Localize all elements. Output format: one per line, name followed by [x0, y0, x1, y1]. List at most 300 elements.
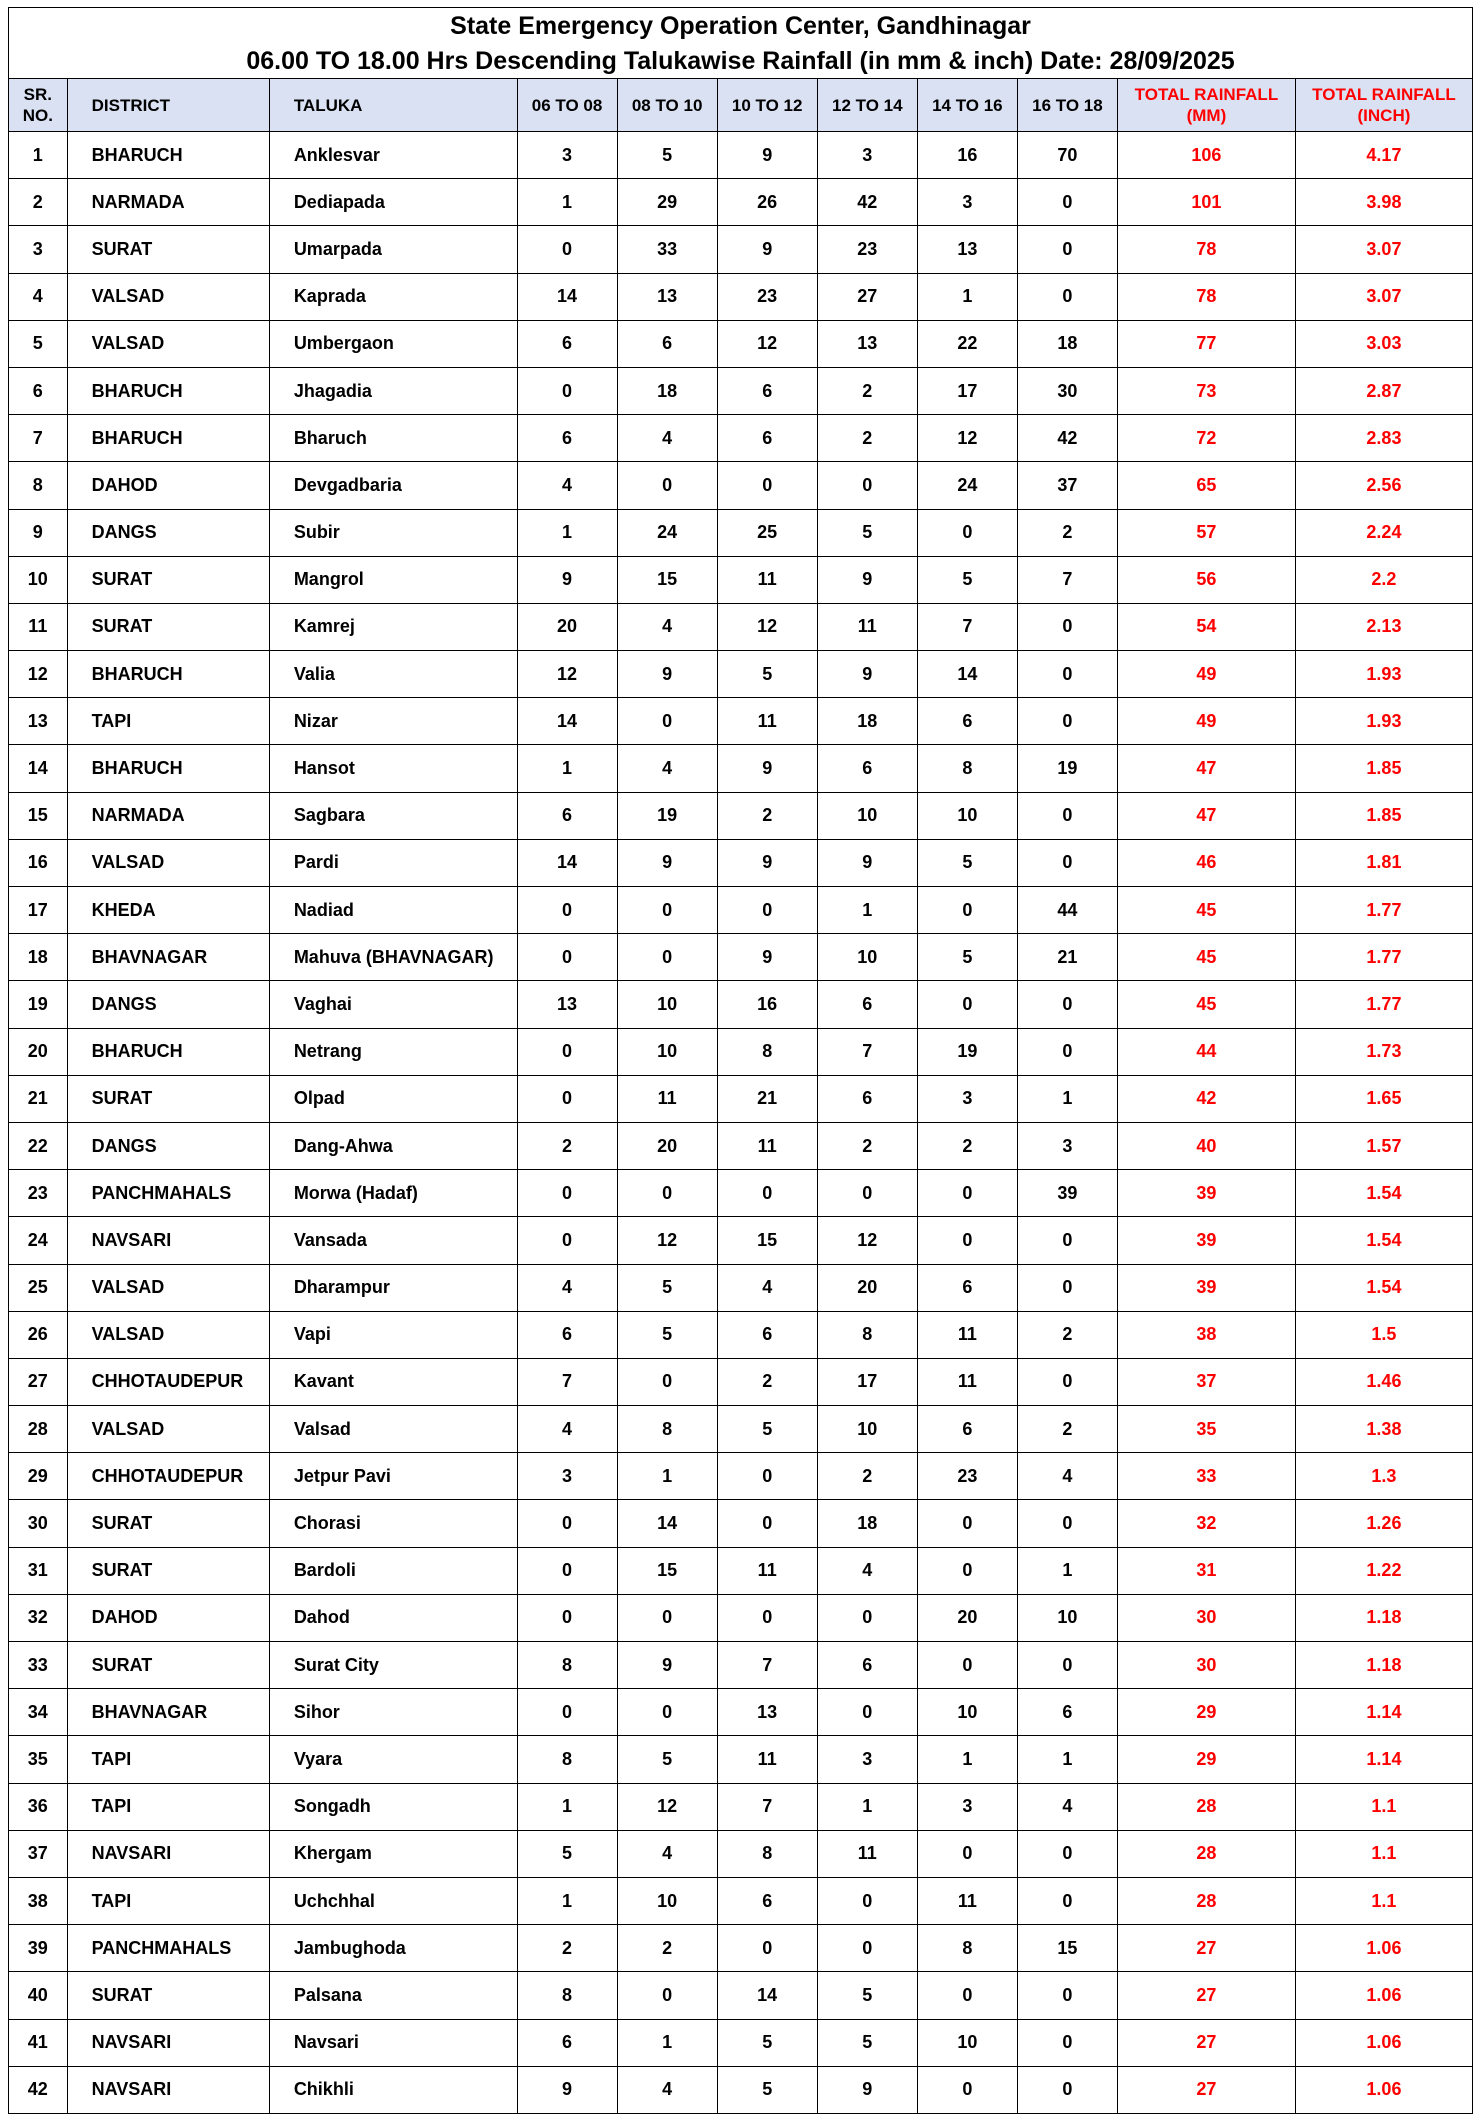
rain-08-10-cell: 0 [617, 1358, 717, 1405]
rain-14-16-cell: 0 [917, 1642, 1017, 1689]
sr-no-cell: 6 [9, 367, 68, 414]
rain-16-18-cell: 18 [1017, 320, 1117, 367]
rain-06-08-cell: 0 [517, 1689, 617, 1736]
total-mm-cell: 29 [1117, 1736, 1295, 1783]
total-mm-cell: 35 [1117, 1406, 1295, 1453]
total-inch-cell: 1.22 [1295, 1547, 1472, 1594]
district-cell: NAVSARI [67, 1217, 269, 1264]
table-row [9, 839, 1473, 886]
total-inch-cell: 1.1 [1295, 1783, 1472, 1830]
sr-no-cell: 29 [9, 1453, 68, 1500]
rain-06-08-cell: 1 [517, 179, 617, 226]
rain-08-10-cell: 0 [617, 1170, 717, 1217]
rain-10-12-cell: 6 [717, 1311, 817, 1358]
total-inch-cell: 3.03 [1295, 320, 1472, 367]
rain-10-12-cell: 9 [717, 839, 817, 886]
rain-10-12-cell: 25 [717, 509, 817, 556]
district-cell: CHHOTAUDEPUR [67, 1358, 269, 1405]
rain-12-14-cell: 27 [817, 273, 917, 320]
table-row [9, 1406, 1473, 1453]
district-cell: PANCHMAHALS [67, 1925, 269, 1972]
rain-16-18-cell: 0 [1017, 1500, 1117, 1547]
district-cell: SURAT [67, 556, 269, 603]
col-header-total-inch: TOTAL RAINFALL (INCH) [1295, 79, 1472, 132]
rain-08-10-cell: 9 [617, 1642, 717, 1689]
total-mm-cell: 37 [1117, 1358, 1295, 1405]
rain-10-12-cell: 12 [717, 603, 817, 650]
rain-06-08-cell: 14 [517, 698, 617, 745]
rain-16-18-cell: 1 [1017, 1736, 1117, 1783]
total-inch-cell: 1.06 [1295, 1972, 1472, 2019]
rain-10-12-cell: 21 [717, 1075, 817, 1122]
rain-10-12-cell: 5 [717, 1406, 817, 1453]
total-mm-cell: 49 [1117, 651, 1295, 698]
taluka-cell: Khergam [269, 1830, 517, 1877]
rain-06-08-cell: 2 [517, 1925, 617, 1972]
rain-08-10-cell: 0 [617, 934, 717, 981]
rain-10-12-cell: 11 [717, 698, 817, 745]
rain-10-12-cell: 14 [717, 1972, 817, 2019]
rain-14-16-cell: 6 [917, 1264, 1017, 1311]
table-row [9, 1122, 1473, 1169]
rain-16-18-cell: 30 [1017, 367, 1117, 414]
rain-16-18-cell: 0 [1017, 2019, 1117, 2066]
total-mm-cell: 57 [1117, 509, 1295, 556]
total-mm-cell: 45 [1117, 934, 1295, 981]
rain-10-12-cell: 2 [717, 1358, 817, 1405]
district-cell: NARMADA [67, 792, 269, 839]
rain-16-18-cell: 0 [1017, 1972, 1117, 2019]
sr-no-cell: 28 [9, 1406, 68, 1453]
sr-no-cell: 40 [9, 1972, 68, 2019]
district-cell: DAHOD [67, 462, 269, 509]
rainfall-report-sheet [8, 7, 1473, 2114]
sr-no-cell: 13 [9, 698, 68, 745]
rain-10-12-cell: 0 [717, 462, 817, 509]
rain-14-16-cell: 5 [917, 556, 1017, 603]
total-mm-cell: 47 [1117, 792, 1295, 839]
total-mm-cell: 78 [1117, 226, 1295, 273]
district-cell: DANGS [67, 509, 269, 556]
total-inch-cell: 2.83 [1295, 415, 1472, 462]
rain-08-10-cell: 4 [617, 603, 717, 650]
total-inch-cell: 1.1 [1295, 1830, 1472, 1877]
rain-14-16-cell: 8 [917, 1925, 1017, 1972]
table-row [9, 556, 1473, 603]
taluka-cell: Vaghai [269, 981, 517, 1028]
district-cell: NAVSARI [67, 2066, 269, 2113]
rain-08-10-cell: 11 [617, 1075, 717, 1122]
taluka-cell: Devgadbaria [269, 462, 517, 509]
rain-12-14-cell: 2 [817, 1122, 917, 1169]
table-row [9, 1547, 1473, 1594]
district-cell: BHARUCH [67, 367, 269, 414]
rain-12-14-cell: 10 [817, 792, 917, 839]
total-inch-cell: 1.85 [1295, 792, 1472, 839]
total-mm-cell: 32 [1117, 1500, 1295, 1547]
rain-08-10-cell: 9 [617, 651, 717, 698]
rain-16-18-cell: 70 [1017, 132, 1117, 179]
rain-16-18-cell: 0 [1017, 698, 1117, 745]
rain-14-16-cell: 24 [917, 462, 1017, 509]
total-mm-cell: 45 [1117, 887, 1295, 934]
taluka-cell: Valsad [269, 1406, 517, 1453]
table-row [9, 1783, 1473, 1830]
total-inch-cell: 1.18 [1295, 1642, 1472, 1689]
sr-no-cell: 3 [9, 226, 68, 273]
table-row [9, 1877, 1473, 1924]
table-row [9, 934, 1473, 981]
total-mm-cell: 39 [1117, 1170, 1295, 1217]
taluka-cell: Anklesvar [269, 132, 517, 179]
rain-08-10-cell: 1 [617, 1453, 717, 1500]
district-cell: SURAT [67, 603, 269, 650]
sr-no-cell: 25 [9, 1264, 68, 1311]
taluka-cell: Valia [269, 651, 517, 698]
rain-16-18-cell: 21 [1017, 934, 1117, 981]
rain-06-08-cell: 9 [517, 2066, 617, 2113]
total-inch-cell: 1.26 [1295, 1500, 1472, 1547]
rain-10-12-cell: 11 [717, 1736, 817, 1783]
rain-16-18-cell: 44 [1017, 887, 1117, 934]
rain-14-16-cell: 14 [917, 651, 1017, 698]
rain-14-16-cell: 10 [917, 2019, 1017, 2066]
rain-10-12-cell: 0 [717, 1925, 817, 1972]
taluka-cell: Kavant [269, 1358, 517, 1405]
rain-16-18-cell: 0 [1017, 2066, 1117, 2113]
rain-12-14-cell: 10 [817, 934, 917, 981]
rain-12-14-cell: 5 [817, 2019, 917, 2066]
sr-no-cell: 31 [9, 1547, 68, 1594]
taluka-cell: Bharuch [269, 415, 517, 462]
rain-10-12-cell: 12 [717, 320, 817, 367]
total-mm-cell: 27 [1117, 1972, 1295, 2019]
district-cell: DANGS [67, 1122, 269, 1169]
rain-08-10-cell: 1 [617, 2019, 717, 2066]
taluka-cell: Bardoli [269, 1547, 517, 1594]
rainfall-table [8, 7, 1473, 2114]
rain-16-18-cell: 3 [1017, 1122, 1117, 1169]
total-inch-cell: 1.06 [1295, 1925, 1472, 1972]
rain-06-08-cell: 5 [517, 1830, 617, 1877]
district-cell: SURAT [67, 1075, 269, 1122]
rain-16-18-cell: 0 [1017, 1264, 1117, 1311]
rain-10-12-cell: 2 [717, 792, 817, 839]
rain-08-10-cell: 33 [617, 226, 717, 273]
sr-no-cell: 14 [9, 745, 68, 792]
total-mm-cell: 39 [1117, 1217, 1295, 1264]
table-row [9, 1170, 1473, 1217]
sr-no-cell: 35 [9, 1736, 68, 1783]
taluka-cell: Jetpur Pavi [269, 1453, 517, 1500]
taluka-cell: Umbergaon [269, 320, 517, 367]
rain-08-10-cell: 24 [617, 509, 717, 556]
rain-14-16-cell: 0 [917, 887, 1017, 934]
total-inch-cell: 1.93 [1295, 698, 1472, 745]
rain-06-08-cell: 6 [517, 792, 617, 839]
rain-08-10-cell: 5 [617, 1264, 717, 1311]
district-cell: NAVSARI [67, 1830, 269, 1877]
total-mm-cell: 30 [1117, 1642, 1295, 1689]
sr-no-cell: 15 [9, 792, 68, 839]
rain-06-08-cell: 0 [517, 1217, 617, 1264]
rain-06-08-cell: 9 [517, 556, 617, 603]
sr-no-cell: 30 [9, 1500, 68, 1547]
rain-10-12-cell: 6 [717, 367, 817, 414]
sr-no-cell: 37 [9, 1830, 68, 1877]
rain-08-10-cell: 12 [617, 1217, 717, 1264]
table-row [9, 1689, 1473, 1736]
total-inch-cell: 1.77 [1295, 934, 1472, 981]
rain-14-16-cell: 0 [917, 1217, 1017, 1264]
total-inch-cell: 1.14 [1295, 1689, 1472, 1736]
rain-16-18-cell: 0 [1017, 1358, 1117, 1405]
rain-10-12-cell: 4 [717, 1264, 817, 1311]
table-row [9, 132, 1473, 179]
col-header-taluka: TALUKA [269, 79, 517, 132]
rain-08-10-cell: 12 [617, 1783, 717, 1830]
district-cell: VALSAD [67, 1311, 269, 1358]
rain-08-10-cell: 15 [617, 1547, 717, 1594]
total-inch-cell: 1.06 [1295, 2066, 1472, 2113]
rain-14-16-cell: 7 [917, 603, 1017, 650]
total-mm-cell: 101 [1117, 179, 1295, 226]
total-inch-cell: 2.56 [1295, 462, 1472, 509]
rain-12-14-cell: 4 [817, 1547, 917, 1594]
rain-06-08-cell: 0 [517, 887, 617, 934]
table-row [9, 981, 1473, 1028]
sr-no-cell: 42 [9, 2066, 68, 2113]
rain-16-18-cell: 0 [1017, 839, 1117, 886]
rain-08-10-cell: 4 [617, 745, 717, 792]
total-mm-cell: 73 [1117, 367, 1295, 414]
rain-06-08-cell: 4 [517, 1264, 617, 1311]
rain-12-14-cell: 20 [817, 1264, 917, 1311]
sr-no-cell: 21 [9, 1075, 68, 1122]
table-row [9, 792, 1473, 839]
rain-12-14-cell: 18 [817, 1500, 917, 1547]
taluka-cell: Pardi [269, 839, 517, 886]
rain-06-08-cell: 6 [517, 1311, 617, 1358]
sr-no-cell: 32 [9, 1594, 68, 1641]
rain-12-14-cell: 0 [817, 462, 917, 509]
sr-no-cell: 8 [9, 462, 68, 509]
rain-08-10-cell: 19 [617, 792, 717, 839]
table-row [9, 320, 1473, 367]
taluka-cell: Mangrol [269, 556, 517, 603]
district-cell: BHAVNAGAR [67, 934, 269, 981]
total-mm-cell: 78 [1117, 273, 1295, 320]
col-header-10-to-12: 10 TO 12 [717, 79, 817, 132]
rain-14-16-cell: 6 [917, 698, 1017, 745]
rain-10-12-cell: 7 [717, 1642, 817, 1689]
rain-08-10-cell: 18 [617, 367, 717, 414]
rain-14-16-cell: 11 [917, 1311, 1017, 1358]
rain-16-18-cell: 19 [1017, 745, 1117, 792]
rain-12-14-cell: 11 [817, 1830, 917, 1877]
district-cell: VALSAD [67, 839, 269, 886]
rain-12-14-cell: 9 [817, 2066, 917, 2113]
rain-10-12-cell: 0 [717, 1594, 817, 1641]
taluka-cell: Nizar [269, 698, 517, 745]
rain-08-10-cell: 29 [617, 179, 717, 226]
sr-no-cell: 4 [9, 273, 68, 320]
rain-14-16-cell: 2 [917, 1122, 1017, 1169]
district-cell: DAHOD [67, 1594, 269, 1641]
report-title: State Emergency Operation Center, Gandhinagar [9, 8, 1473, 45]
rain-10-12-cell: 5 [717, 2066, 817, 2113]
rain-16-18-cell: 42 [1017, 415, 1117, 462]
rain-08-10-cell: 5 [617, 132, 717, 179]
total-inch-cell: 3.98 [1295, 179, 1472, 226]
total-mm-cell: 42 [1117, 1075, 1295, 1122]
total-mm-cell: 30 [1117, 1594, 1295, 1641]
district-cell: BHAVNAGAR [67, 1689, 269, 1736]
rain-06-08-cell: 8 [517, 1972, 617, 2019]
rain-12-14-cell: 1 [817, 1783, 917, 1830]
rain-16-18-cell: 0 [1017, 1642, 1117, 1689]
rain-14-16-cell: 0 [917, 1547, 1017, 1594]
total-inch-cell: 3.07 [1295, 226, 1472, 273]
district-cell: KHEDA [67, 887, 269, 934]
rain-12-14-cell: 6 [817, 745, 917, 792]
total-inch-cell: 1.57 [1295, 1122, 1472, 1169]
rain-14-16-cell: 0 [917, 1972, 1017, 2019]
sr-no-cell: 34 [9, 1689, 68, 1736]
taluka-cell: Mahuva (BHAVNAGAR) [269, 934, 517, 981]
total-inch-cell: 1.3 [1295, 1453, 1472, 1500]
taluka-cell: Nadiad [269, 887, 517, 934]
rain-08-10-cell: 13 [617, 273, 717, 320]
rain-08-10-cell: 4 [617, 1830, 717, 1877]
rain-08-10-cell: 0 [617, 462, 717, 509]
district-cell: SURAT [67, 1972, 269, 2019]
total-inch-cell: 1.73 [1295, 1028, 1472, 1075]
rain-14-16-cell: 0 [917, 1500, 1017, 1547]
rain-14-16-cell: 17 [917, 367, 1017, 414]
rain-14-16-cell: 0 [917, 509, 1017, 556]
table-row [9, 367, 1473, 414]
rain-08-10-cell: 10 [617, 981, 717, 1028]
total-mm-cell: 65 [1117, 462, 1295, 509]
rain-06-08-cell: 8 [517, 1642, 617, 1689]
taluka-cell: Songadh [269, 1783, 517, 1830]
rain-14-16-cell: 8 [917, 745, 1017, 792]
rain-16-18-cell: 0 [1017, 792, 1117, 839]
rain-06-08-cell: 1 [517, 509, 617, 556]
sr-no-cell: 12 [9, 651, 68, 698]
sr-no-cell: 11 [9, 603, 68, 650]
taluka-cell: Jhagadia [269, 367, 517, 414]
district-cell: DANGS [67, 981, 269, 1028]
rain-16-18-cell: 2 [1017, 509, 1117, 556]
sr-no-cell: 7 [9, 415, 68, 462]
sr-no-cell: 20 [9, 1028, 68, 1075]
rain-08-10-cell: 6 [617, 320, 717, 367]
taluka-cell: Palsana [269, 1972, 517, 2019]
total-mm-cell: 39 [1117, 1264, 1295, 1311]
rain-10-12-cell: 0 [717, 887, 817, 934]
col-header-06-to-08: 06 TO 08 [517, 79, 617, 132]
rain-08-10-cell: 0 [617, 887, 717, 934]
sr-no-cell: 22 [9, 1122, 68, 1169]
rain-10-12-cell: 9 [717, 745, 817, 792]
taluka-cell: Dharampur [269, 1264, 517, 1311]
rain-06-08-cell: 0 [517, 367, 617, 414]
total-mm-cell: 77 [1117, 320, 1295, 367]
rain-06-08-cell: 6 [517, 2019, 617, 2066]
total-inch-cell: 2.13 [1295, 603, 1472, 650]
rain-14-16-cell: 0 [917, 1830, 1017, 1877]
rain-06-08-cell: 14 [517, 273, 617, 320]
rain-16-18-cell: 0 [1017, 1877, 1117, 1924]
rain-16-18-cell: 2 [1017, 1406, 1117, 1453]
sr-no-cell: 41 [9, 2019, 68, 2066]
sr-no-cell: 9 [9, 509, 68, 556]
rain-12-14-cell: 8 [817, 1311, 917, 1358]
taluka-cell: Uchchhal [269, 1877, 517, 1924]
sr-no-cell: 2 [9, 179, 68, 226]
rain-14-16-cell: 22 [917, 320, 1017, 367]
taluka-cell: Navsari [269, 2019, 517, 2066]
rain-12-14-cell: 10 [817, 1406, 917, 1453]
rain-14-16-cell: 5 [917, 934, 1017, 981]
rain-10-12-cell: 0 [717, 1500, 817, 1547]
table-row [9, 1264, 1473, 1311]
rain-06-08-cell: 4 [517, 1406, 617, 1453]
district-cell: SURAT [67, 226, 269, 273]
rain-16-18-cell: 2 [1017, 1311, 1117, 1358]
taluka-cell: Kamrej [269, 603, 517, 650]
rain-12-14-cell: 9 [817, 839, 917, 886]
rain-14-16-cell: 0 [917, 981, 1017, 1028]
rain-16-18-cell: 0 [1017, 1830, 1117, 1877]
total-mm-cell: 33 [1117, 1453, 1295, 1500]
rain-10-12-cell: 8 [717, 1028, 817, 1075]
col-header-16-to-18: 16 TO 18 [1017, 79, 1117, 132]
column-header-row [9, 79, 1473, 132]
district-cell: VALSAD [67, 1264, 269, 1311]
total-mm-cell: 31 [1117, 1547, 1295, 1594]
rain-06-08-cell: 8 [517, 1736, 617, 1783]
rain-10-12-cell: 11 [717, 556, 817, 603]
total-inch-cell: 2.87 [1295, 367, 1472, 414]
rain-08-10-cell: 4 [617, 415, 717, 462]
total-inch-cell: 1.14 [1295, 1736, 1472, 1783]
col-header-total-mm: TOTAL RAINFALL (MM) [1117, 79, 1295, 132]
rain-08-10-cell: 10 [617, 1877, 717, 1924]
col-header-14-to-16: 14 TO 16 [917, 79, 1017, 132]
rain-06-08-cell: 20 [517, 603, 617, 650]
rain-10-12-cell: 23 [717, 273, 817, 320]
table-row [9, 462, 1473, 509]
rain-14-16-cell: 19 [917, 1028, 1017, 1075]
district-cell: VALSAD [67, 273, 269, 320]
total-inch-cell: 3.07 [1295, 273, 1472, 320]
table-row [9, 226, 1473, 273]
total-mm-cell: 49 [1117, 698, 1295, 745]
rain-08-10-cell: 20 [617, 1122, 717, 1169]
rain-12-14-cell: 5 [817, 1972, 917, 2019]
taluka-cell: Dahod [269, 1594, 517, 1641]
taluka-cell: Vapi [269, 1311, 517, 1358]
rain-06-08-cell: 6 [517, 415, 617, 462]
table-row [9, 273, 1473, 320]
district-cell: PANCHMAHALS [67, 1170, 269, 1217]
rain-10-12-cell: 26 [717, 179, 817, 226]
rain-16-18-cell: 37 [1017, 462, 1117, 509]
total-inch-cell: 2.24 [1295, 509, 1472, 556]
